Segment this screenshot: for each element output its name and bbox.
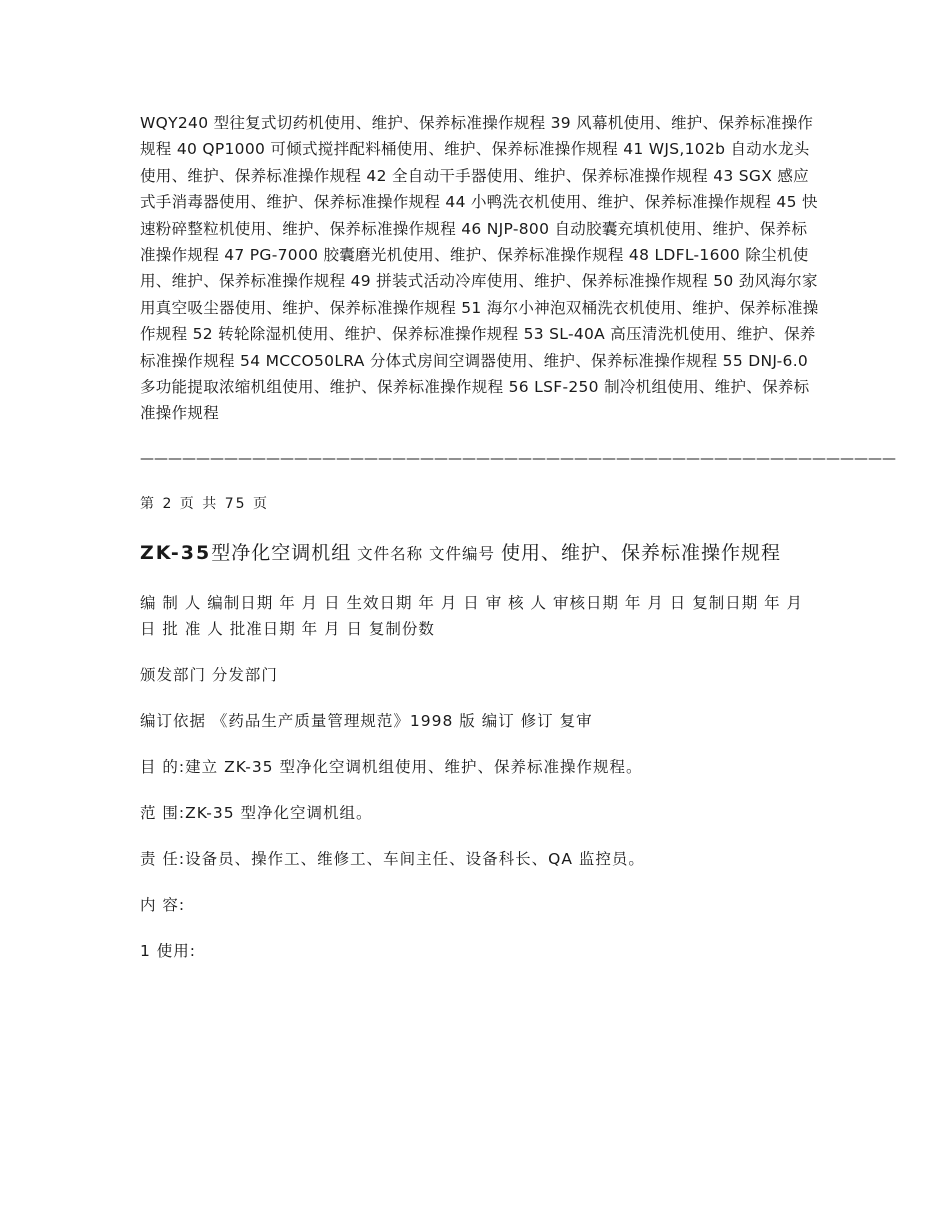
page-number: 第 2 页 共 75 页	[140, 495, 269, 512]
departments-line: 颁发部门 分发部门	[140, 665, 278, 684]
section-1-heading: 1 使用:	[140, 941, 197, 960]
title-equipment-name: 型净化空调机组	[211, 541, 352, 564]
title-tail: 使用、维护、保养标准操作规程	[501, 541, 782, 564]
basis-line: 编订依据 《药品生产质量管理规范》1998 版 编订 修订 复审	[140, 711, 593, 730]
document-title	[140, 539, 820, 568]
table-of-contents-text: WQY240 型往复式切药机使用、维护、保养标准操作规程 39 风幕机使用、维护、保养标准操作规程 40 QP1000 可倾式搅拌配料桶使用、维护、保养标准操作规程 41 WJS,102b 自动水龙头使用、维护、保养标准操作规程 42 全自动干手器使用、维护、保养标准操作规程 43 SGX 感应式手消毒器使用、维护、保养标准操作规程 44 小鸭洗衣机使用、维护、保养标准操作规程 45 快速粉碎整粒机使用、维护、保养标准操作规程 46 NJP-800 自动胶囊充填机使用、维护、保养标准操作规程 47 PG-7000 胶囊磨光机使用、维护、保养标准操作规程 48 LDFL-1600 除尘机使用、维护、保养标准操作规程 49 拼装式活动冷库使用、维护、保养标准操作规程 50 劲风海尔家用真空吸尘器使用、维护、保养标准操作规程 51 海尔小神泡双桶洗衣机使用、维护、保养标准操作规程 52 转轮除湿机使用、维护、保养标准操作规程 53 SL-40A 高压清洗机使用、维护、保养标准操作规程 54 MCCO50LRA 分体式房间空调器使用、维护、保养标准操作规程 55 DNJ-6.0 多功能提取浓缩机组使用、维护、保养标准操作规程 56 LSF-250 制冷机组使用、维护、保养标准操作规程	[140, 114, 819, 423]
document-page	[140, 110, 896, 964]
content-heading: 内 容:	[140, 895, 186, 914]
purpose-line: 目 的:建立 ZK-35 型净化空调机组使用、维护、保养标准操作规程。	[140, 757, 643, 776]
scope-line: 范 围:ZK-35 型净化空调机组。	[140, 803, 373, 822]
title-model-code: ZK-35	[140, 541, 212, 564]
separator-line: ——————————————————————————————————————————————————————	[140, 450, 896, 467]
responsibility-line: 责 任:设备员、操作工、维修工、车间主任、设备科长、QA 监控员。	[140, 849, 645, 868]
meta-line: 编 制 人 编制日期 年 月 日 生效日期 年 月 日 审 核 人 审核日期 年 月 日 复制日期 年 月 日 批 准 人 批准日期 年 月 日 复制份数	[140, 593, 804, 638]
title-fields: 文件名称 文件编号	[351, 544, 501, 563]
